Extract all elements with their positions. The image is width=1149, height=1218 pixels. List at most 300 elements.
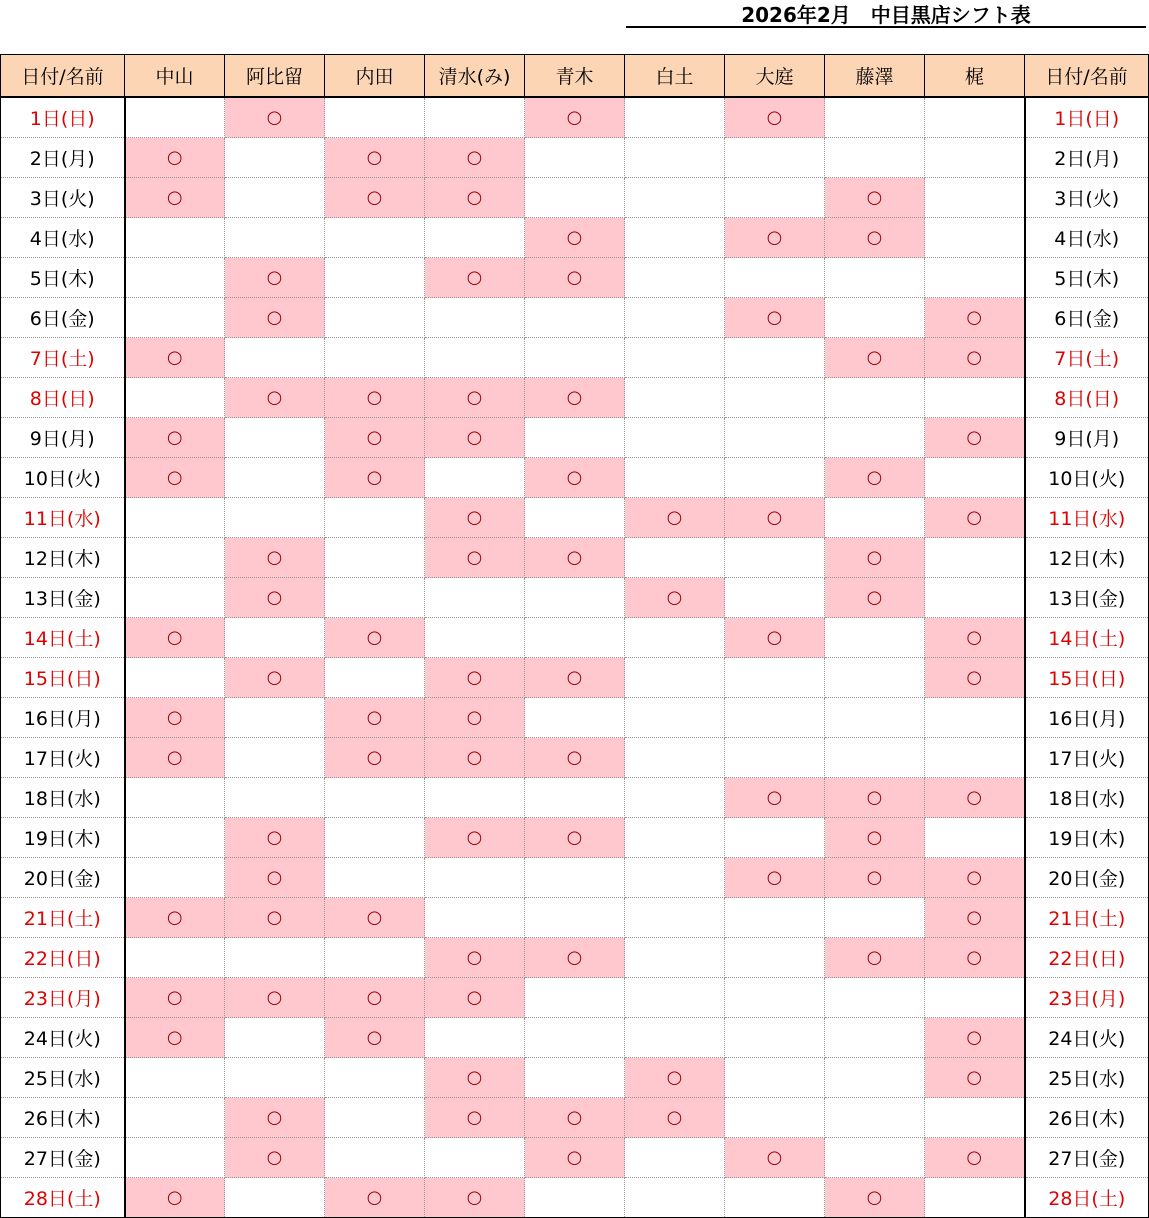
shift-cell[interactable] (525, 178, 625, 218)
shift-cell[interactable] (625, 658, 725, 698)
shift-cell[interactable] (125, 218, 225, 258)
shift-cell[interactable] (925, 97, 1025, 138)
shift-cell[interactable] (325, 1058, 425, 1098)
shift-cell[interactable]: ○ (425, 378, 525, 418)
shift-cell[interactable] (625, 298, 725, 338)
date-cell-right[interactable]: 7日(土) (1025, 338, 1149, 378)
date-cell-left[interactable]: 5日(木) (1, 258, 125, 298)
header-date-right[interactable]: 日付/名前 (1025, 55, 1149, 98)
shift-cell[interactable] (725, 938, 825, 978)
shift-cell[interactable]: ○ (625, 1098, 725, 1138)
shift-cell[interactable] (125, 818, 225, 858)
shift-cell[interactable] (725, 258, 825, 298)
shift-cell[interactable]: ○ (825, 538, 925, 578)
shift-cell[interactable]: ○ (125, 178, 225, 218)
shift-cell[interactable]: ○ (525, 458, 625, 498)
shift-cell[interactable] (725, 378, 825, 418)
date-cell-left[interactable]: 24日(火) (1, 1018, 125, 1058)
shift-cell[interactable] (625, 418, 725, 458)
shift-cell[interactable]: ○ (725, 1138, 825, 1178)
shift-cell[interactable] (925, 978, 1025, 1018)
shift-cell[interactable] (325, 1138, 425, 1178)
shift-cell[interactable] (325, 97, 425, 138)
shift-cell[interactable] (425, 578, 525, 618)
shift-cell[interactable] (425, 898, 525, 938)
shift-cell[interactable] (725, 658, 825, 698)
date-cell-right[interactable]: 19日(木) (1025, 818, 1149, 858)
shift-cell[interactable] (825, 898, 925, 938)
shift-cell[interactable] (525, 698, 625, 738)
date-cell-right[interactable]: 11日(水) (1025, 498, 1149, 538)
shift-cell[interactable] (325, 1098, 425, 1138)
date-cell-right[interactable]: 26日(木) (1025, 1098, 1149, 1138)
date-cell-right[interactable]: 24日(火) (1025, 1018, 1149, 1058)
shift-cell[interactable]: ○ (425, 738, 525, 778)
shift-cell[interactable]: ○ (725, 498, 825, 538)
shift-cell[interactable] (525, 1058, 625, 1098)
shift-cell[interactable]: ○ (125, 898, 225, 938)
shift-cell[interactable] (825, 618, 925, 658)
shift-cell[interactable] (525, 978, 625, 1018)
shift-cell[interactable] (325, 818, 425, 858)
shift-cell[interactable] (325, 498, 425, 538)
shift-cell[interactable]: ○ (425, 498, 525, 538)
header-name-2[interactable]: 阿比留 (225, 55, 325, 98)
shift-cell[interactable]: ○ (525, 218, 625, 258)
date-cell-right[interactable]: 20日(金) (1025, 858, 1149, 898)
date-cell-left[interactable]: 25日(水) (1, 1058, 125, 1098)
shift-cell[interactable]: ○ (925, 418, 1025, 458)
shift-cell[interactable] (125, 1098, 225, 1138)
shift-cell[interactable] (625, 978, 725, 1018)
shift-cell[interactable] (125, 1138, 225, 1178)
shift-cell[interactable] (425, 298, 525, 338)
shift-cell[interactable]: ○ (525, 97, 625, 138)
shift-cell[interactable] (525, 1018, 625, 1058)
shift-cell[interactable]: ○ (825, 458, 925, 498)
shift-cell[interactable] (725, 138, 825, 178)
shift-cell[interactable]: ○ (925, 658, 1025, 698)
shift-cell[interactable] (925, 738, 1025, 778)
shift-cell[interactable] (625, 458, 725, 498)
shift-cell[interactable]: ○ (425, 138, 525, 178)
shift-cell[interactable] (625, 97, 725, 138)
date-cell-right[interactable]: 14日(土) (1025, 618, 1149, 658)
shift-cell[interactable] (625, 258, 725, 298)
shift-cell[interactable]: ○ (425, 418, 525, 458)
shift-cell[interactable]: ○ (425, 658, 525, 698)
header-name-1[interactable]: 中山 (125, 55, 225, 98)
shift-cell[interactable]: ○ (225, 658, 325, 698)
shift-cell[interactable]: ○ (425, 178, 525, 218)
shift-cell[interactable]: ○ (925, 938, 1025, 978)
shift-cell[interactable]: ○ (925, 298, 1025, 338)
header-name-7[interactable]: 大庭 (725, 55, 825, 98)
shift-cell[interactable] (325, 258, 425, 298)
date-cell-left[interactable]: 6日(金) (1, 298, 125, 338)
header-name-5[interactable]: 青木 (525, 55, 625, 98)
shift-cell[interactable] (225, 1178, 325, 1218)
shift-cell[interactable] (425, 1018, 525, 1058)
shift-cell[interactable] (825, 418, 925, 458)
shift-cell[interactable]: ○ (725, 218, 825, 258)
date-cell-left[interactable]: 2日(月) (1, 138, 125, 178)
shift-cell[interactable] (425, 778, 525, 818)
shift-cell[interactable] (425, 618, 525, 658)
shift-cell[interactable] (725, 1178, 825, 1218)
date-cell-left[interactable]: 3日(火) (1, 178, 125, 218)
shift-cell[interactable]: ○ (425, 258, 525, 298)
shift-cell[interactable] (925, 698, 1025, 738)
date-cell-left[interactable]: 26日(木) (1, 1098, 125, 1138)
shift-cell[interactable] (525, 898, 625, 938)
shift-cell[interactable]: ○ (225, 378, 325, 418)
shift-cell[interactable] (625, 818, 725, 858)
shift-cell[interactable] (925, 578, 1025, 618)
shift-cell[interactable] (225, 418, 325, 458)
shift-cell[interactable] (525, 298, 625, 338)
shift-cell[interactable] (525, 778, 625, 818)
shift-cell[interactable] (825, 1098, 925, 1138)
date-cell-right[interactable]: 22日(日) (1025, 938, 1149, 978)
shift-cell[interactable] (925, 218, 1025, 258)
shift-cell[interactable] (625, 138, 725, 178)
shift-cell[interactable] (625, 1138, 725, 1178)
shift-cell[interactable] (425, 458, 525, 498)
date-cell-left[interactable]: 10日(火) (1, 458, 125, 498)
shift-cell[interactable] (225, 498, 325, 538)
shift-cell[interactable]: ○ (225, 818, 325, 858)
shift-cell[interactable] (225, 218, 325, 258)
shift-cell[interactable]: ○ (225, 578, 325, 618)
shift-cell[interactable]: ○ (525, 938, 625, 978)
shift-cell[interactable]: ○ (425, 978, 525, 1018)
shift-cell[interactable] (825, 138, 925, 178)
shift-cell[interactable] (725, 698, 825, 738)
shift-cell[interactable] (425, 858, 525, 898)
date-cell-left[interactable]: 17日(火) (1, 738, 125, 778)
shift-cell[interactable]: ○ (425, 938, 525, 978)
shift-cell[interactable]: ○ (725, 97, 825, 138)
shift-cell[interactable] (925, 178, 1025, 218)
shift-cell[interactable]: ○ (225, 298, 325, 338)
shift-cell[interactable]: ○ (825, 178, 925, 218)
shift-cell[interactable]: ○ (825, 818, 925, 858)
header-name-3[interactable]: 内田 (325, 55, 425, 98)
shift-cell[interactable] (725, 458, 825, 498)
shift-cell[interactable]: ○ (825, 578, 925, 618)
date-cell-right[interactable]: 5日(木) (1025, 258, 1149, 298)
shift-cell[interactable]: ○ (225, 538, 325, 578)
shift-cell[interactable]: ○ (425, 1098, 525, 1138)
shift-cell[interactable]: ○ (425, 698, 525, 738)
shift-cell[interactable] (325, 858, 425, 898)
shift-cell[interactable]: ○ (925, 338, 1025, 378)
shift-cell[interactable] (225, 618, 325, 658)
shift-cell[interactable]: ○ (325, 618, 425, 658)
shift-cell[interactable]: ○ (525, 538, 625, 578)
shift-cell[interactable]: ○ (325, 418, 425, 458)
date-cell-right[interactable]: 21日(土) (1025, 898, 1149, 938)
shift-cell[interactable] (925, 378, 1025, 418)
shift-cell[interactable] (725, 1018, 825, 1058)
shift-cell[interactable]: ○ (125, 698, 225, 738)
shift-cell[interactable]: ○ (925, 778, 1025, 818)
shift-cell[interactable] (925, 258, 1025, 298)
shift-cell[interactable]: ○ (525, 1098, 625, 1138)
shift-cell[interactable] (225, 698, 325, 738)
shift-cell[interactable] (325, 298, 425, 338)
date-cell-left[interactable]: 9日(月) (1, 418, 125, 458)
shift-cell[interactable] (925, 138, 1025, 178)
shift-cell[interactable]: ○ (225, 97, 325, 138)
shift-cell[interactable] (525, 1178, 625, 1218)
date-cell-left[interactable]: 16日(月) (1, 698, 125, 738)
shift-cell[interactable]: ○ (925, 898, 1025, 938)
date-cell-right[interactable]: 8日(日) (1025, 378, 1149, 418)
shift-cell[interactable]: ○ (125, 338, 225, 378)
shift-cell[interactable] (525, 418, 625, 458)
shift-cell[interactable] (625, 178, 725, 218)
shift-cell[interactable]: ○ (425, 818, 525, 858)
shift-cell[interactable]: ○ (125, 1178, 225, 1218)
shift-cell[interactable]: ○ (825, 938, 925, 978)
shift-cell[interactable] (725, 418, 825, 458)
date-cell-right[interactable]: 1日(日) (1025, 97, 1149, 138)
shift-cell[interactable] (725, 538, 825, 578)
header-date-left[interactable]: 日付/名前 (1, 55, 125, 98)
shift-cell[interactable]: ○ (125, 738, 225, 778)
shift-cell[interactable]: ○ (325, 898, 425, 938)
shift-cell[interactable] (425, 218, 525, 258)
shift-cell[interactable]: ○ (325, 458, 425, 498)
shift-cell[interactable]: ○ (125, 1018, 225, 1058)
date-cell-right[interactable]: 25日(水) (1025, 1058, 1149, 1098)
shift-cell[interactable] (125, 578, 225, 618)
shift-cell[interactable] (625, 738, 725, 778)
shift-cell[interactable]: ○ (325, 1178, 425, 1218)
date-cell-left[interactable]: 12日(木) (1, 538, 125, 578)
shift-cell[interactable]: ○ (925, 1058, 1025, 1098)
shift-cell[interactable] (625, 938, 725, 978)
shift-cell[interactable]: ○ (425, 538, 525, 578)
date-cell-left[interactable]: 4日(水) (1, 218, 125, 258)
shift-cell[interactable]: ○ (925, 498, 1025, 538)
shift-cell[interactable] (825, 1018, 925, 1058)
header-name-4[interactable]: 清水(み) (425, 55, 525, 98)
shift-cell[interactable]: ○ (125, 458, 225, 498)
shift-cell[interactable] (125, 258, 225, 298)
date-cell-left[interactable]: 7日(土) (1, 338, 125, 378)
date-cell-right[interactable]: 9日(月) (1025, 418, 1149, 458)
shift-cell[interactable]: ○ (425, 1178, 525, 1218)
shift-cell[interactable] (725, 578, 825, 618)
shift-cell[interactable]: ○ (925, 1018, 1025, 1058)
shift-cell[interactable] (225, 1058, 325, 1098)
shift-cell[interactable] (225, 178, 325, 218)
shift-cell[interactable]: ○ (125, 418, 225, 458)
shift-cell[interactable]: ○ (825, 338, 925, 378)
shift-cell[interactable]: ○ (725, 618, 825, 658)
shift-cell[interactable] (225, 458, 325, 498)
shift-cell[interactable] (625, 1018, 725, 1058)
shift-cell[interactable] (825, 498, 925, 538)
shift-cell[interactable] (425, 338, 525, 378)
shift-cell[interactable] (725, 978, 825, 1018)
shift-cell[interactable]: ○ (325, 378, 425, 418)
date-cell-right[interactable]: 28日(土) (1025, 1178, 1149, 1218)
shift-cell[interactable] (825, 298, 925, 338)
shift-cell[interactable] (725, 178, 825, 218)
shift-cell[interactable] (125, 778, 225, 818)
shift-cell[interactable] (125, 858, 225, 898)
header-name-9[interactable]: 梶 (925, 55, 1025, 98)
shift-cell[interactable] (625, 698, 725, 738)
shift-cell[interactable] (125, 498, 225, 538)
date-cell-left[interactable]: 11日(水) (1, 498, 125, 538)
shift-cell[interactable] (225, 778, 325, 818)
shift-cell[interactable] (525, 858, 625, 898)
shift-cell[interactable] (125, 1058, 225, 1098)
shift-cell[interactable] (325, 218, 425, 258)
shift-cell[interactable] (225, 738, 325, 778)
shift-cell[interactable] (225, 338, 325, 378)
shift-cell[interactable] (225, 938, 325, 978)
header-name-8[interactable]: 藤澤 (825, 55, 925, 98)
date-cell-right[interactable]: 17日(火) (1025, 738, 1149, 778)
shift-cell[interactable]: ○ (725, 858, 825, 898)
date-cell-right[interactable]: 3日(火) (1025, 178, 1149, 218)
shift-cell[interactable]: ○ (225, 1138, 325, 1178)
shift-cell[interactable] (525, 498, 625, 538)
shift-cell[interactable] (225, 138, 325, 178)
shift-cell[interactable] (125, 658, 225, 698)
shift-cell[interactable] (925, 1178, 1025, 1218)
shift-cell[interactable]: ○ (325, 178, 425, 218)
date-cell-right[interactable]: 18日(水) (1025, 778, 1149, 818)
shift-cell[interactable]: ○ (825, 778, 925, 818)
shift-cell[interactable] (825, 258, 925, 298)
shift-cell[interactable] (625, 338, 725, 378)
shift-cell[interactable] (825, 738, 925, 778)
shift-cell[interactable]: ○ (925, 1138, 1025, 1178)
shift-cell[interactable] (325, 658, 425, 698)
shift-cell[interactable]: ○ (625, 1058, 725, 1098)
date-cell-left[interactable]: 8日(日) (1, 378, 125, 418)
shift-cell[interactable]: ○ (325, 698, 425, 738)
shift-cell[interactable] (725, 1098, 825, 1138)
shift-cell[interactable] (325, 338, 425, 378)
shift-cell[interactable] (725, 338, 825, 378)
shift-cell[interactable] (125, 938, 225, 978)
date-cell-left[interactable]: 15日(日) (1, 658, 125, 698)
shift-cell[interactable] (625, 618, 725, 658)
shift-cell[interactable]: ○ (525, 1138, 625, 1178)
date-cell-right[interactable]: 27日(金) (1025, 1138, 1149, 1178)
shift-cell[interactable]: ○ (225, 258, 325, 298)
shift-cell[interactable]: ○ (825, 218, 925, 258)
shift-cell[interactable] (825, 97, 925, 138)
shift-cell[interactable] (825, 978, 925, 1018)
shift-cell[interactable]: ○ (725, 778, 825, 818)
shift-cell[interactable]: ○ (125, 138, 225, 178)
shift-cell[interactable]: ○ (925, 858, 1025, 898)
shift-cell[interactable]: ○ (525, 378, 625, 418)
shift-cell[interactable] (525, 578, 625, 618)
date-cell-right[interactable]: 13日(金) (1025, 578, 1149, 618)
date-cell-left[interactable]: 18日(水) (1, 778, 125, 818)
shift-cell[interactable] (525, 618, 625, 658)
shift-cell[interactable]: ○ (325, 138, 425, 178)
shift-cell[interactable]: ○ (225, 858, 325, 898)
shift-cell[interactable] (725, 738, 825, 778)
shift-cell[interactable] (825, 1058, 925, 1098)
date-cell-right[interactable]: 23日(月) (1025, 978, 1149, 1018)
shift-cell[interactable] (325, 538, 425, 578)
shift-cell[interactable] (125, 298, 225, 338)
date-cell-left[interactable]: 14日(土) (1, 618, 125, 658)
shift-cell[interactable] (125, 538, 225, 578)
date-cell-left[interactable]: 21日(土) (1, 898, 125, 938)
shift-cell[interactable] (525, 138, 625, 178)
shift-cell[interactable]: ○ (325, 1018, 425, 1058)
date-cell-right[interactable]: 4日(水) (1025, 218, 1149, 258)
date-cell-right[interactable]: 15日(日) (1025, 658, 1149, 698)
shift-cell[interactable] (325, 778, 425, 818)
shift-cell[interactable] (725, 1058, 825, 1098)
shift-cell[interactable] (725, 898, 825, 938)
shift-cell[interactable]: ○ (825, 1178, 925, 1218)
shift-cell[interactable] (625, 378, 725, 418)
shift-cell[interactable] (425, 1138, 525, 1178)
shift-cell[interactable] (925, 818, 1025, 858)
shift-cell[interactable]: ○ (525, 738, 625, 778)
shift-cell[interactable]: ○ (725, 298, 825, 338)
date-cell-right[interactable]: 10日(火) (1025, 458, 1149, 498)
shift-cell[interactable]: ○ (825, 858, 925, 898)
date-cell-right[interactable]: 6日(金) (1025, 298, 1149, 338)
shift-cell[interactable]: ○ (225, 1098, 325, 1138)
shift-cell[interactable] (825, 658, 925, 698)
date-cell-left[interactable]: 19日(木) (1, 818, 125, 858)
date-cell-left[interactable]: 1日(日) (1, 97, 125, 138)
shift-cell[interactable] (925, 458, 1025, 498)
date-cell-right[interactable]: 2日(月) (1025, 138, 1149, 178)
date-cell-left[interactable]: 20日(金) (1, 858, 125, 898)
shift-cell[interactable]: ○ (425, 1058, 525, 1098)
shift-cell[interactable] (425, 97, 525, 138)
shift-cell[interactable]: ○ (525, 258, 625, 298)
shift-cell[interactable] (325, 938, 425, 978)
shift-cell[interactable] (325, 578, 425, 618)
shift-cell[interactable] (625, 538, 725, 578)
shift-cell[interactable] (625, 858, 725, 898)
shift-cell[interactable] (825, 1138, 925, 1178)
header-name-6[interactable]: 白土 (625, 55, 725, 98)
shift-cell[interactable] (125, 378, 225, 418)
shift-cell[interactable]: ○ (225, 978, 325, 1018)
shift-cell[interactable] (825, 378, 925, 418)
shift-cell[interactable] (525, 338, 625, 378)
date-cell-left[interactable]: 27日(金) (1, 1138, 125, 1178)
shift-cell[interactable] (725, 818, 825, 858)
shift-cell[interactable]: ○ (525, 658, 625, 698)
shift-cell[interactable] (925, 1098, 1025, 1138)
shift-cell[interactable]: ○ (625, 498, 725, 538)
shift-cell[interactable] (825, 698, 925, 738)
shift-cell[interactable]: ○ (525, 818, 625, 858)
shift-cell[interactable] (625, 778, 725, 818)
